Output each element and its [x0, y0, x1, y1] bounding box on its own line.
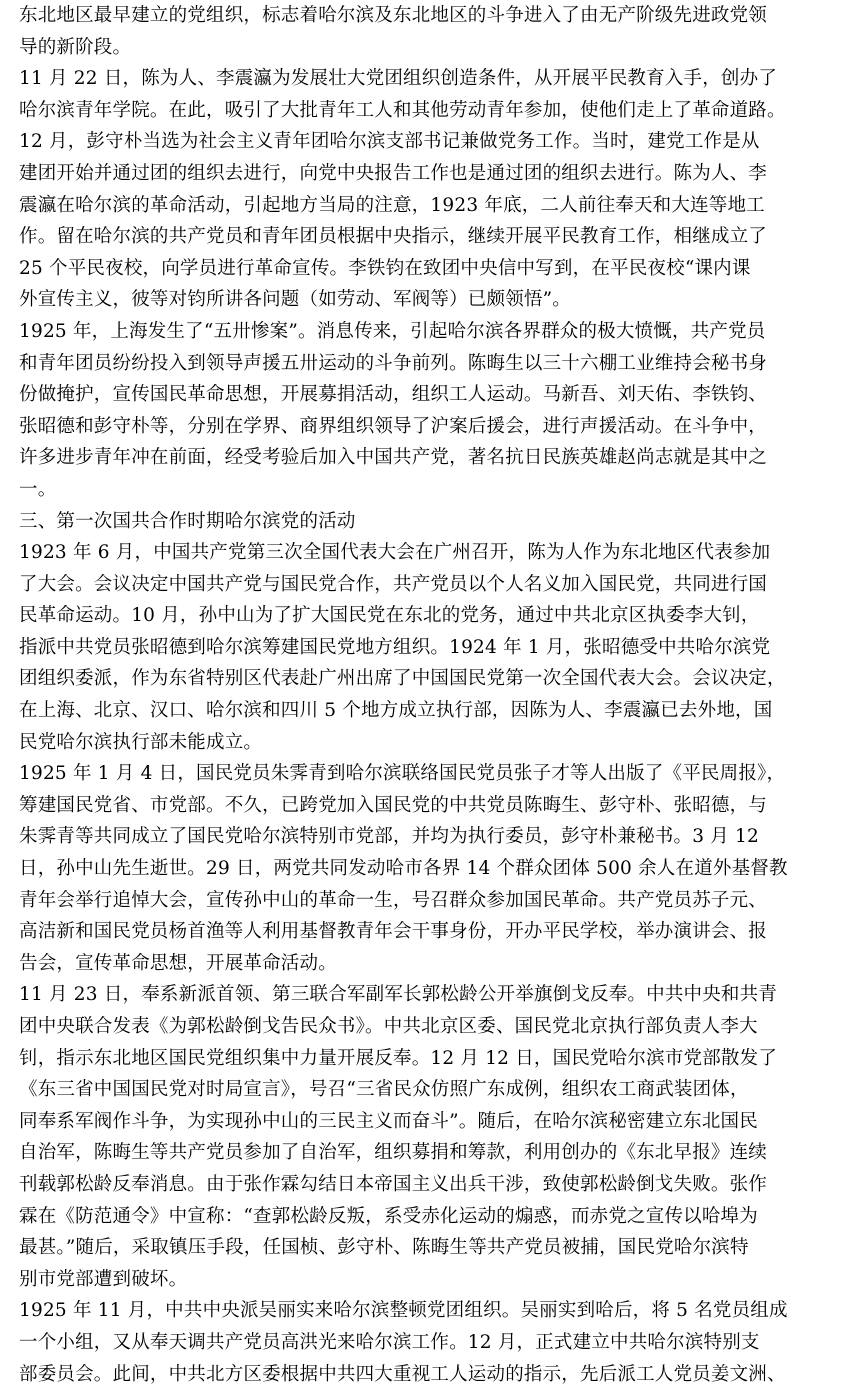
text-line: 自治军，陈晦生等共产党员参加了自治军，组织募捐和筹款，利用创办的《东北早报》连续 — [19, 1142, 768, 1164]
paragraph — [19, 537, 819, 758]
text-line: 民党哈尔滨执行部未能成立。 — [19, 731, 263, 753]
text-line: 和青年团员纷纷投入到领导声援五卅运动的斗争前列。陈晦生以三十六棚工业维持会秘书身 — [19, 352, 768, 374]
text-line: 份做掩护，宣传国民革命思想，开展募捐活动，组织工人运动。马新吾、刘天佑、李铁钧、 — [19, 384, 768, 406]
text-line: 团中央联合发表《为郭松龄倒戈告民众书》。中共北京区委、国民党北京执行部负责人李大 — [19, 1016, 758, 1037]
text-line: 刊载郭松龄反奉消息。由于张作霖勾结日本帝国主义出兵干涉，致使郭松龄倒戈失败。张作 — [19, 1173, 768, 1195]
text-line: 部委员会。此间，中共北方区委根据中共四大重视工人运动的指示，先后派工人党员姜文洲、 — [19, 1363, 786, 1385]
text-line: 《东三省中国国民党对时局宣言》，号召“三省民众仿照广东成例，组织农工商武装团体， — [19, 1079, 749, 1101]
text-line: 一个小组，又从奉天调共产党员高洪光来哈尔滨工作。12 月，正式建立中共哈尔滨特别支 — [19, 1331, 760, 1353]
text-line: 同奉系军阀作斗争，为实现孙中山的三民主义而奋斗”。随后，在哈尔滨秘密建立东北国民 — [19, 1110, 758, 1132]
paragraph — [19, 979, 819, 1295]
text-line: 导的新阶段。 — [19, 36, 132, 58]
text-line: 震瀛在哈尔滨的革命活动，引起地方当局的注意，1923 年底，二人前往奉天和大连等地工 — [19, 194, 765, 216]
text-line: 作。留在哈尔滨的共产党员和青年团员根据中央指示，继续开展平民教育工作，相继成立了 — [19, 226, 768, 248]
text-line: 11 月 23 日，奉系新派首领、第三联合军副军长郭松龄公开举旗倒戈反奉。中共中央和共青 — [19, 984, 778, 1006]
text-line: 哈尔滨青年学院。在此，吸引了大批青年工人和其他劳动青年参加，使他们走上了革命道路。 — [19, 99, 786, 121]
text-line: 1923 年 6 月，中国共产党第三次全国代表大会在广州召开，陈为人作为东北地区代表参加 — [19, 542, 771, 564]
text-line: 12 月，彭守朴当选为社会主义青年团哈尔滨支部书记兼做党务工作。当时，建党工作是从 — [19, 131, 760, 153]
document-body — [19, 0, 819, 1390]
text-line: 霖在《防范通令》中宣称：“查郭松龄反叛，系受赤化运动的煽惑，而赤党之宣传以哈埠为 — [19, 1205, 758, 1227]
text-line: 外宣传主义，彼等对钧所讲各问题（如劳动、军阀等）已颇领悟”。 — [19, 289, 571, 311]
paragraph — [19, 316, 819, 506]
text-line: 日，孙中山先生逝世。29 日，两党共同发动哈市各界 14 个群众团体 500 余人在道外基督教 — [19, 858, 788, 880]
paragraph — [19, 758, 819, 979]
text-line: 钊，指示东北地区国民党组织集中力量开展反奉。12 月 12 日，国民党哈尔滨市党部散发了 — [19, 1047, 778, 1069]
text-line: 指派中共党员张昭德到哈尔滨筹建国民党地方组织。1924 年 1 月，张昭德受中共哈尔滨党 — [19, 636, 771, 658]
text-line: 建团开始并通过团的组织去进行，向党中央报告工作也是通过团的组织去进行。陈为人、李 — [19, 162, 768, 184]
text-line: 告会，宣传革命思想，开展革命活动。 — [19, 952, 337, 974]
text-line: 一。 — [19, 478, 57, 500]
text-line: 25 个平民夜校，向学员进行革命宣传。李铁钧在致团中央信中写到，在平民夜校“课内课 — [19, 257, 751, 279]
paragraph — [19, 506, 819, 538]
text-line: 1925 年 11 月，中共中央派吴丽实来哈尔滨整顿党团组织。吴丽实到哈后，将 5 名党员组成 — [19, 1300, 788, 1322]
text-line: 民革命运动。10 月，孙中山为了扩大国民党在东北的党务，通过中共北京区执委李大钊， — [19, 605, 760, 627]
text-line: 11 月 22 日，陈为人、李震瀛为发展壮大党团组织创造条件，从开展平民教育入手，创办了 — [19, 68, 778, 90]
text-line: 三、第一次国共合作时期哈尔滨党的活动 — [19, 510, 356, 532]
text-line: 1925 年，上海发生了“五卅惨案”。消息传来，引起哈尔滨各界群众的极大愤慨，共产党员 — [19, 320, 766, 342]
text-line: 了大会。会议决定中国共产党与国民党合作，共产党员以个人名义加入国民党，共同进行国 — [19, 573, 768, 595]
text-line: 许多进步青年冲在前面，经受考验后加入中国共产党，著名抗日民族英雄赵尚志就是其中之 — [19, 447, 768, 469]
text-line: 最甚。”随后，采取镇压手段，任国桢、彭守朴、陈晦生等共产党员被捕，国民党哈尔滨特 — [19, 1237, 749, 1259]
text-line: 筹建国民党省、市党部。不久，已跨党加入国民党的中共党员陈晦生、彭守朴、张昭德，与 — [19, 794, 768, 816]
paragraph — [19, 1295, 819, 1390]
text-line: 在上海、北京、汉口、哈尔滨和四川 5 个地方成立执行部，因陈为人、李震瀛已去外地，国 — [19, 700, 773, 722]
text-line: 张昭德和彭守朴等，分别在学界、商界组织领导了沪案后援会，进行声援活动。在斗争中， — [19, 415, 768, 437]
paragraph — [19, 63, 819, 126]
text-line: 别市党部遭到破坏。 — [19, 1268, 188, 1290]
text-line: 朱霁青等共同成立了国民党哈尔滨特别市党部，并均为执行委员，彭守朴兼秘书。3 月 12 — [19, 826, 759, 848]
paragraph — [19, 126, 819, 316]
text-line: 东北地区最早建立的党组织，标志着哈尔滨及东北地区的斗争进入了由无产阶级先进政党领 — [19, 5, 768, 26]
text-line: 高洁新和国民党员杨首渔等人利用基督教青年会干事身份，开办平民学校，举办演讲会、报 — [19, 921, 768, 943]
text-line: 青年会举行追悼大会，宣传孙中山的革命一生，号召群众参加国民革命。共产党员苏子元、 — [19, 889, 768, 911]
paragraph — [19, 0, 819, 63]
text-line: 1925 年 1 月 4 日，国民党员朱霁青到哈尔滨联络国民党员张子才等人出版了《平民周报》， — [19, 763, 786, 785]
text-line: 团组织委派，作为东省特别区代表赴广州出席了中国国民党第一次全国代表大会。会议决定， — [19, 668, 786, 690]
